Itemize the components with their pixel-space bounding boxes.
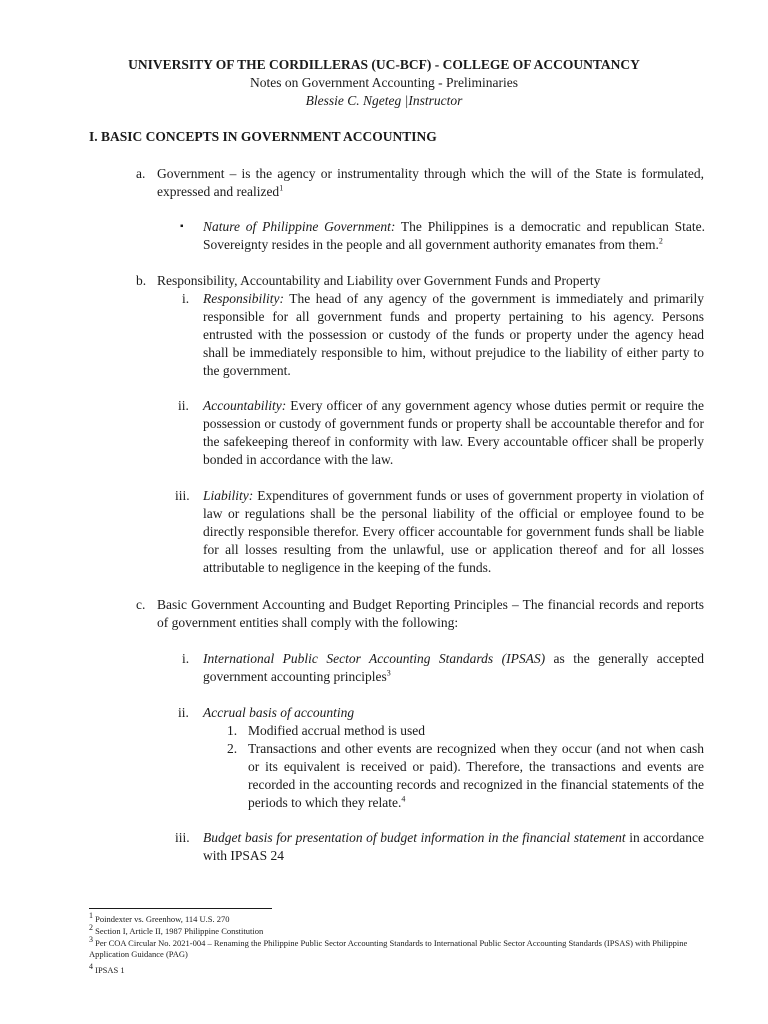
accrual-item-1-text: Modified accrual method is used [248,723,425,738]
item-c-text: Basic Government Accounting and Budget Reporting Principles – The financial records and reports of government entities shall comply with the following: [157,597,704,630]
item-b-ii-marker: ii. [178,398,189,413]
budget-basis-text: Budget basis for presentation of budget information in the financial statement in accordance with IPSAS 24 [203,830,704,863]
accrual-item-2-text: Transactions and other events are recognized when they occur (and not when cash or its equivalent is received or paid). Therefore, the transactions and events are recorded in the accounting records and recognized in the financial statements of the periods to which they relate.$^4$ [248,741,704,810]
item-b-text: Responsibility, Accountability and Liability over Government Funds and Property [157,273,601,288]
item-c-ii-marker: ii. [178,705,189,720]
footnote-1: $^1$ Poindexter vs. Greenhow, 114 U.S. 270 [89,911,230,924]
footnote-ref-2: 2 [658,236,663,246]
footnote-ref-4: 4 [401,794,406,804]
item-b-i-marker: i. [182,291,190,306]
section-title: I. BASIC CONCEPTS IN GOVERNMENT ACCOUNTING [89,129,437,144]
footnote-ref-3: 3 [386,668,391,678]
item-b-iii-marker: iii. [175,488,190,503]
accrual-item-2-marker: 2. [227,741,238,756]
accountability-text: Accountability: Every officer of any government agency whose duties permit or require the possession or custody of government funds or property shall be accountable therefor and for the safekeeping thereof in conformity with law. Every accountable officer shall be properly bonded in accordance with the law. [203,398,704,467]
accrual-basis-label: Accrual basis of accounting [203,705,355,720]
item-a-text: Government – is the agency or instrumentality through which the will of the State is formulated, expressed and realized$^1$ [157,166,704,199]
ipsas-text: International Public Sector Accounting Standards (IPSAS) as the generally accepted government accounting principles$^3$ [203,651,705,684]
item-b-marker: b. [136,273,147,288]
document-subtitle: Notes on Government Accounting - Preliminaries [249,75,519,90]
footnote-ref-1: 1 [279,183,284,193]
item-a-marker: a. [136,166,146,181]
item-c-marker: c. [136,597,146,612]
bullet-nature-text: Nature of Philippine Government: The Philippines is a democratic and republican State. Sovereignty resides in the people and all government authority emanates from them.$^2$ [203,219,706,252]
institution-heading: UNIVERSITY OF THE CORDILLERAS (UC-BCF) - COLLEGE OF ACCOUNTANCY [128,57,640,72]
accrual-item-1-marker: 1. [227,723,238,738]
item-c-i-marker: i. [182,651,190,666]
footnote-3: $^3$ Per COA Circular No. 2021-004 – Renaming the Philippine Public Sector Accounting Standards to International Public Sector Accounting Standards (IPSAS) with Philippine Application Guidance (PAG) [89,935,688,959]
footnote-4: $^4$ IPSAS 1 [89,962,125,975]
footnote-2: $^2$ Section I, Article II, 1987 Philippine Constitution [89,923,264,936]
liability-text: Liability: Expenditures of government funds or uses of government property in violation of law or regulations shall be the personal liability of the official or employee found to be directly responsible therefor. Every officer accountable for government funds shall be liable for all losses resulting from the unlawful, use or application thereof and for all losses attributable to negligence in the keeping of the funds. [203,488,704,575]
bullet-icon: ▪ [180,221,184,232]
responsibility-text: Responsibility: The head of any agency of the government is immediately and primarily responsible for all government funds and property pertaining to his agency. Persons entrusted with the possession or custody of the funds or property under the agency head shall be immediately responsible to him, without prejudice to the liability of either party to the government. [203,291,704,378]
footnote-divider [89,908,272,909]
item-c-iii-marker: iii. [175,830,190,845]
instructor-line: Blessie C. Ngeteg |Instructor [305,93,463,108]
